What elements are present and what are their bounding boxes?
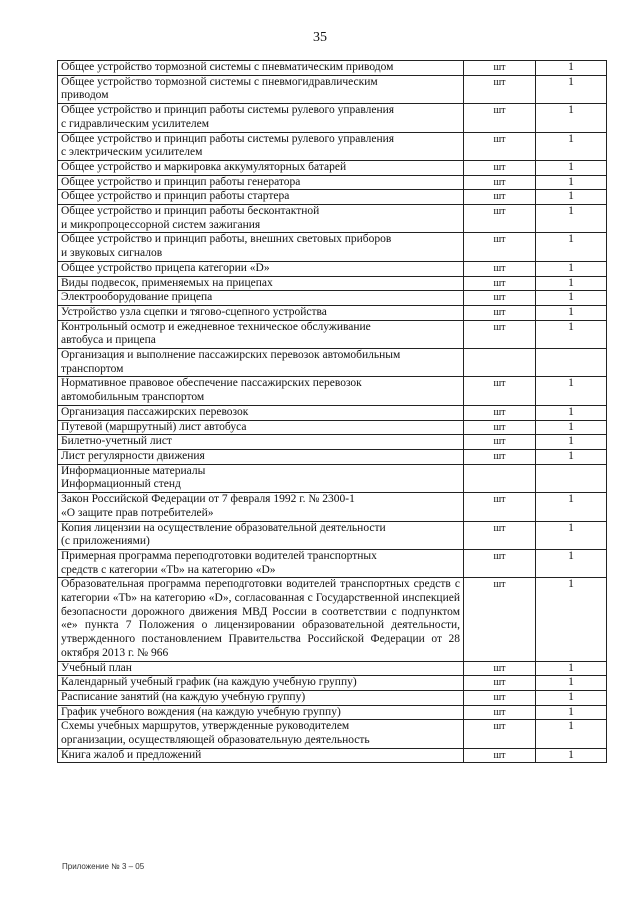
unit-cell: шт xyxy=(464,578,536,661)
quantity-cell: 1 xyxy=(536,377,607,405)
quantity-cell: 1 xyxy=(536,449,607,464)
item-name-line: Общее устройство и принцип работы стартера xyxy=(61,190,290,203)
item-name-cell xyxy=(58,690,464,705)
table-row xyxy=(58,493,607,521)
table-row xyxy=(58,132,607,160)
unit-cell: шт xyxy=(464,305,536,320)
unit-cell: шт xyxy=(464,690,536,705)
table-row xyxy=(58,435,607,450)
item-name-line: Устройство узла сцепки и тягово-сцепного устройства xyxy=(61,305,327,318)
item-name-line: организации, осуществляющей образовательную деятельность xyxy=(61,734,370,747)
item-name-cell xyxy=(58,405,464,420)
item-name-line: Путевой (маршрутный) лист автобуса xyxy=(61,420,247,433)
unit-cell: шт xyxy=(464,175,536,190)
table-row xyxy=(58,521,607,549)
item-name-line: Общее устройство и принцип работы генератора xyxy=(61,175,301,188)
quantity-cell xyxy=(536,464,607,492)
item-name-cell xyxy=(58,75,464,103)
item-name-line: Общее устройство и принцип работы системы рулевого управления xyxy=(61,104,395,117)
table-row xyxy=(58,190,607,205)
item-name-line: (с приложениями) xyxy=(61,535,150,548)
item-name-line: Общее устройство тормозной системы с пневмогидравлическим xyxy=(61,75,378,88)
unit-cell: шт xyxy=(464,493,536,521)
item-name-cell xyxy=(58,720,464,748)
item-name-line: «О защите прав потребителей» xyxy=(61,506,214,519)
table-body xyxy=(58,61,607,763)
unit-cell: шт xyxy=(464,61,536,76)
table-row xyxy=(58,720,607,748)
quantity-cell: 1 xyxy=(536,405,607,420)
item-name-cell xyxy=(58,61,464,76)
unit-cell: шт xyxy=(464,320,536,348)
item-name-line: транспортом xyxy=(61,362,124,375)
item-name-cell xyxy=(58,276,464,291)
item-name-line: Образовательная программа переподготовки водителей транспортных средств с категории «Tb» на категорию «D», согласованная с Государственной инспекцией безопасности дорожного движения МВД России в соответствии с подпунктом «е» пункта 7 Положения о лицензировании образовательной деятельности, утвержденного постановлением Правительства Российской Федерации от 28 октября 2013 г. № 966 xyxy=(61,578,460,659)
quantity-cell: 1 xyxy=(536,493,607,521)
item-name-cell xyxy=(58,132,464,160)
item-name-cell xyxy=(58,748,464,763)
table-row xyxy=(58,320,607,348)
unit-cell: шт xyxy=(464,233,536,261)
quantity-cell: 1 xyxy=(536,233,607,261)
item-name-line: Билетно-учетный лист xyxy=(61,435,172,448)
unit-cell: шт xyxy=(464,261,536,276)
quantity-cell: 1 xyxy=(536,320,607,348)
unit-cell: шт xyxy=(464,205,536,233)
item-name-line: График учебного вождения (на каждую учебную группу) xyxy=(61,705,341,718)
quantity-cell: 1 xyxy=(536,276,607,291)
table-row xyxy=(58,305,607,320)
unit-cell: шт xyxy=(464,104,536,132)
item-name-line: Общее устройство и принцип работы бесконтактной xyxy=(61,205,320,218)
item-name-line: Общее устройство прицепа категории «D» xyxy=(61,261,270,274)
item-name-line: Нормативное правовое обеспечение пассажирских перевозок xyxy=(61,377,362,390)
item-name-cell xyxy=(58,464,464,492)
item-name-cell xyxy=(58,305,464,320)
item-name-cell xyxy=(58,493,464,521)
item-name-cell xyxy=(58,104,464,132)
item-name-cell xyxy=(58,676,464,691)
item-name-cell xyxy=(58,420,464,435)
table-row xyxy=(58,291,607,306)
table-row xyxy=(58,676,607,691)
item-name-line: и звуковых сигналов xyxy=(61,247,163,260)
unit-cell: шт xyxy=(464,435,536,450)
item-name-line: Книга жалоб и предложений xyxy=(61,748,202,761)
table-row xyxy=(58,349,607,377)
item-name-line: Общее устройство и принцип работы системы рулевого управления xyxy=(61,132,395,145)
quantity-cell: 1 xyxy=(536,690,607,705)
unit-cell: шт xyxy=(464,661,536,676)
unit-cell: шт xyxy=(464,420,536,435)
table-row xyxy=(58,420,607,435)
equipment-table xyxy=(57,60,607,763)
table-row xyxy=(58,75,607,103)
quantity-cell: 1 xyxy=(536,190,607,205)
quantity-cell: 1 xyxy=(536,132,607,160)
unit-cell: шт xyxy=(464,160,536,175)
item-name-line: Контрольный осмотр и ежедневное техническое обслуживание xyxy=(61,320,371,333)
item-name-cell xyxy=(58,205,464,233)
item-name-line: с гидравлическим усилителем xyxy=(61,117,210,130)
unit-cell: шт xyxy=(464,132,536,160)
unit-cell: шт xyxy=(464,291,536,306)
unit-cell xyxy=(464,349,536,377)
item-name-cell xyxy=(58,349,464,377)
item-name-line: Виды подвесок, применяемых на прицепах xyxy=(61,276,273,289)
table-row xyxy=(58,205,607,233)
table-row xyxy=(58,578,607,661)
item-name-cell xyxy=(58,661,464,676)
table-row xyxy=(58,705,607,720)
quantity-cell: 1 xyxy=(536,521,607,549)
quantity-cell: 1 xyxy=(536,104,607,132)
table-row xyxy=(58,61,607,76)
item-name-line: Информационные материалы xyxy=(61,464,206,477)
item-name-cell xyxy=(58,521,464,549)
quantity-cell: 1 xyxy=(536,75,607,103)
table-row xyxy=(58,104,607,132)
quantity-cell: 1 xyxy=(536,435,607,450)
footer-note: Приложение № 3 – 05 xyxy=(62,862,145,871)
unit-cell xyxy=(464,464,536,492)
quantity-cell: 1 xyxy=(536,549,607,577)
quantity-cell: 1 xyxy=(536,661,607,676)
item-name-cell xyxy=(58,705,464,720)
item-name-line: Организация пассажирских перевозок xyxy=(61,405,249,418)
item-name-line: Копия лицензии на осуществление образовательной деятельности xyxy=(61,521,386,534)
unit-cell: шт xyxy=(464,720,536,748)
item-name-line: Расписание занятий (на каждую учебную группу) xyxy=(61,690,306,703)
item-name-line: Общее устройство и принцип работы, внешних световых приборов xyxy=(61,233,392,246)
quantity-cell: 1 xyxy=(536,261,607,276)
item-name-line: средств с категории «Tb» на категорию «D» xyxy=(61,563,276,576)
item-name-line: Схемы учебных маршрутов, утвержденные руководителем xyxy=(61,720,350,733)
item-name-line: Организация и выполнение пассажирских перевозок автомобильным xyxy=(61,349,401,362)
quantity-cell: 1 xyxy=(536,291,607,306)
table-row xyxy=(58,690,607,705)
table-row xyxy=(58,661,607,676)
item-name-cell xyxy=(58,377,464,405)
item-name-cell xyxy=(58,578,464,661)
quantity-cell: 1 xyxy=(536,748,607,763)
item-name-line: Общее устройство и маркировка аккумуляторных батарей xyxy=(61,160,347,173)
item-name-line: Закон Российской Федерации от 7 февраля 1992 г. № 2300-1 xyxy=(61,493,355,506)
quantity-cell: 1 xyxy=(536,676,607,691)
quantity-cell: 1 xyxy=(536,420,607,435)
item-name-cell xyxy=(58,549,464,577)
item-name-line: приводом xyxy=(61,89,109,102)
item-name-cell xyxy=(58,291,464,306)
unit-cell: шт xyxy=(464,705,536,720)
unit-cell: шт xyxy=(464,276,536,291)
item-name-line: Электрооборудование прицепа xyxy=(61,291,213,304)
quantity-cell: 1 xyxy=(536,578,607,661)
item-name-line: Примерная программа переподготовки водителей транспортных xyxy=(61,549,377,562)
table-row xyxy=(58,464,607,492)
item-name-cell xyxy=(58,435,464,450)
item-name-cell xyxy=(58,175,464,190)
quantity-cell: 1 xyxy=(536,160,607,175)
item-name-line: Информационный стенд xyxy=(61,478,181,491)
quantity-cell: 1 xyxy=(536,175,607,190)
unit-cell: шт xyxy=(464,377,536,405)
item-name-cell xyxy=(58,160,464,175)
item-name-line: Учебный план xyxy=(61,661,132,674)
unit-cell: шт xyxy=(464,190,536,205)
item-name-line: Лист регулярности движения xyxy=(61,449,205,462)
table-row xyxy=(58,276,607,291)
quantity-cell: 1 xyxy=(536,705,607,720)
quantity-cell: 1 xyxy=(536,205,607,233)
table-row xyxy=(58,261,607,276)
quantity-cell: 1 xyxy=(536,61,607,76)
unit-cell: шт xyxy=(464,449,536,464)
item-name-cell xyxy=(58,449,464,464)
item-name-line: с электрическим усилителем xyxy=(61,146,203,159)
unit-cell: шт xyxy=(464,75,536,103)
table-row xyxy=(58,160,607,175)
unit-cell: шт xyxy=(464,748,536,763)
page-number: 35 xyxy=(313,30,327,45)
item-name-line: автобуса и прицепа xyxy=(61,334,156,347)
item-name-line: автомобильным транспортом xyxy=(61,391,205,404)
table-row xyxy=(58,549,607,577)
quantity-cell: 1 xyxy=(536,305,607,320)
item-name-line: и микропроцессорной систем зажигания xyxy=(61,218,261,231)
table-row xyxy=(58,377,607,405)
table-row xyxy=(58,405,607,420)
quantity-cell xyxy=(536,349,607,377)
unit-cell: шт xyxy=(464,549,536,577)
table-row xyxy=(58,748,607,763)
item-name-cell xyxy=(58,320,464,348)
unit-cell: шт xyxy=(464,405,536,420)
table-row xyxy=(58,175,607,190)
unit-cell: шт xyxy=(464,521,536,549)
item-name-cell xyxy=(58,233,464,261)
quantity-cell: 1 xyxy=(536,720,607,748)
table-row xyxy=(58,449,607,464)
item-name-cell xyxy=(58,190,464,205)
table-row xyxy=(58,233,607,261)
item-name-line: Календарный учебный график (на каждую учебную группу) xyxy=(61,676,357,689)
item-name-cell xyxy=(58,261,464,276)
unit-cell: шт xyxy=(464,676,536,691)
item-name-line: Общее устройство тормозной системы с пневматическим приводом xyxy=(61,61,394,73)
